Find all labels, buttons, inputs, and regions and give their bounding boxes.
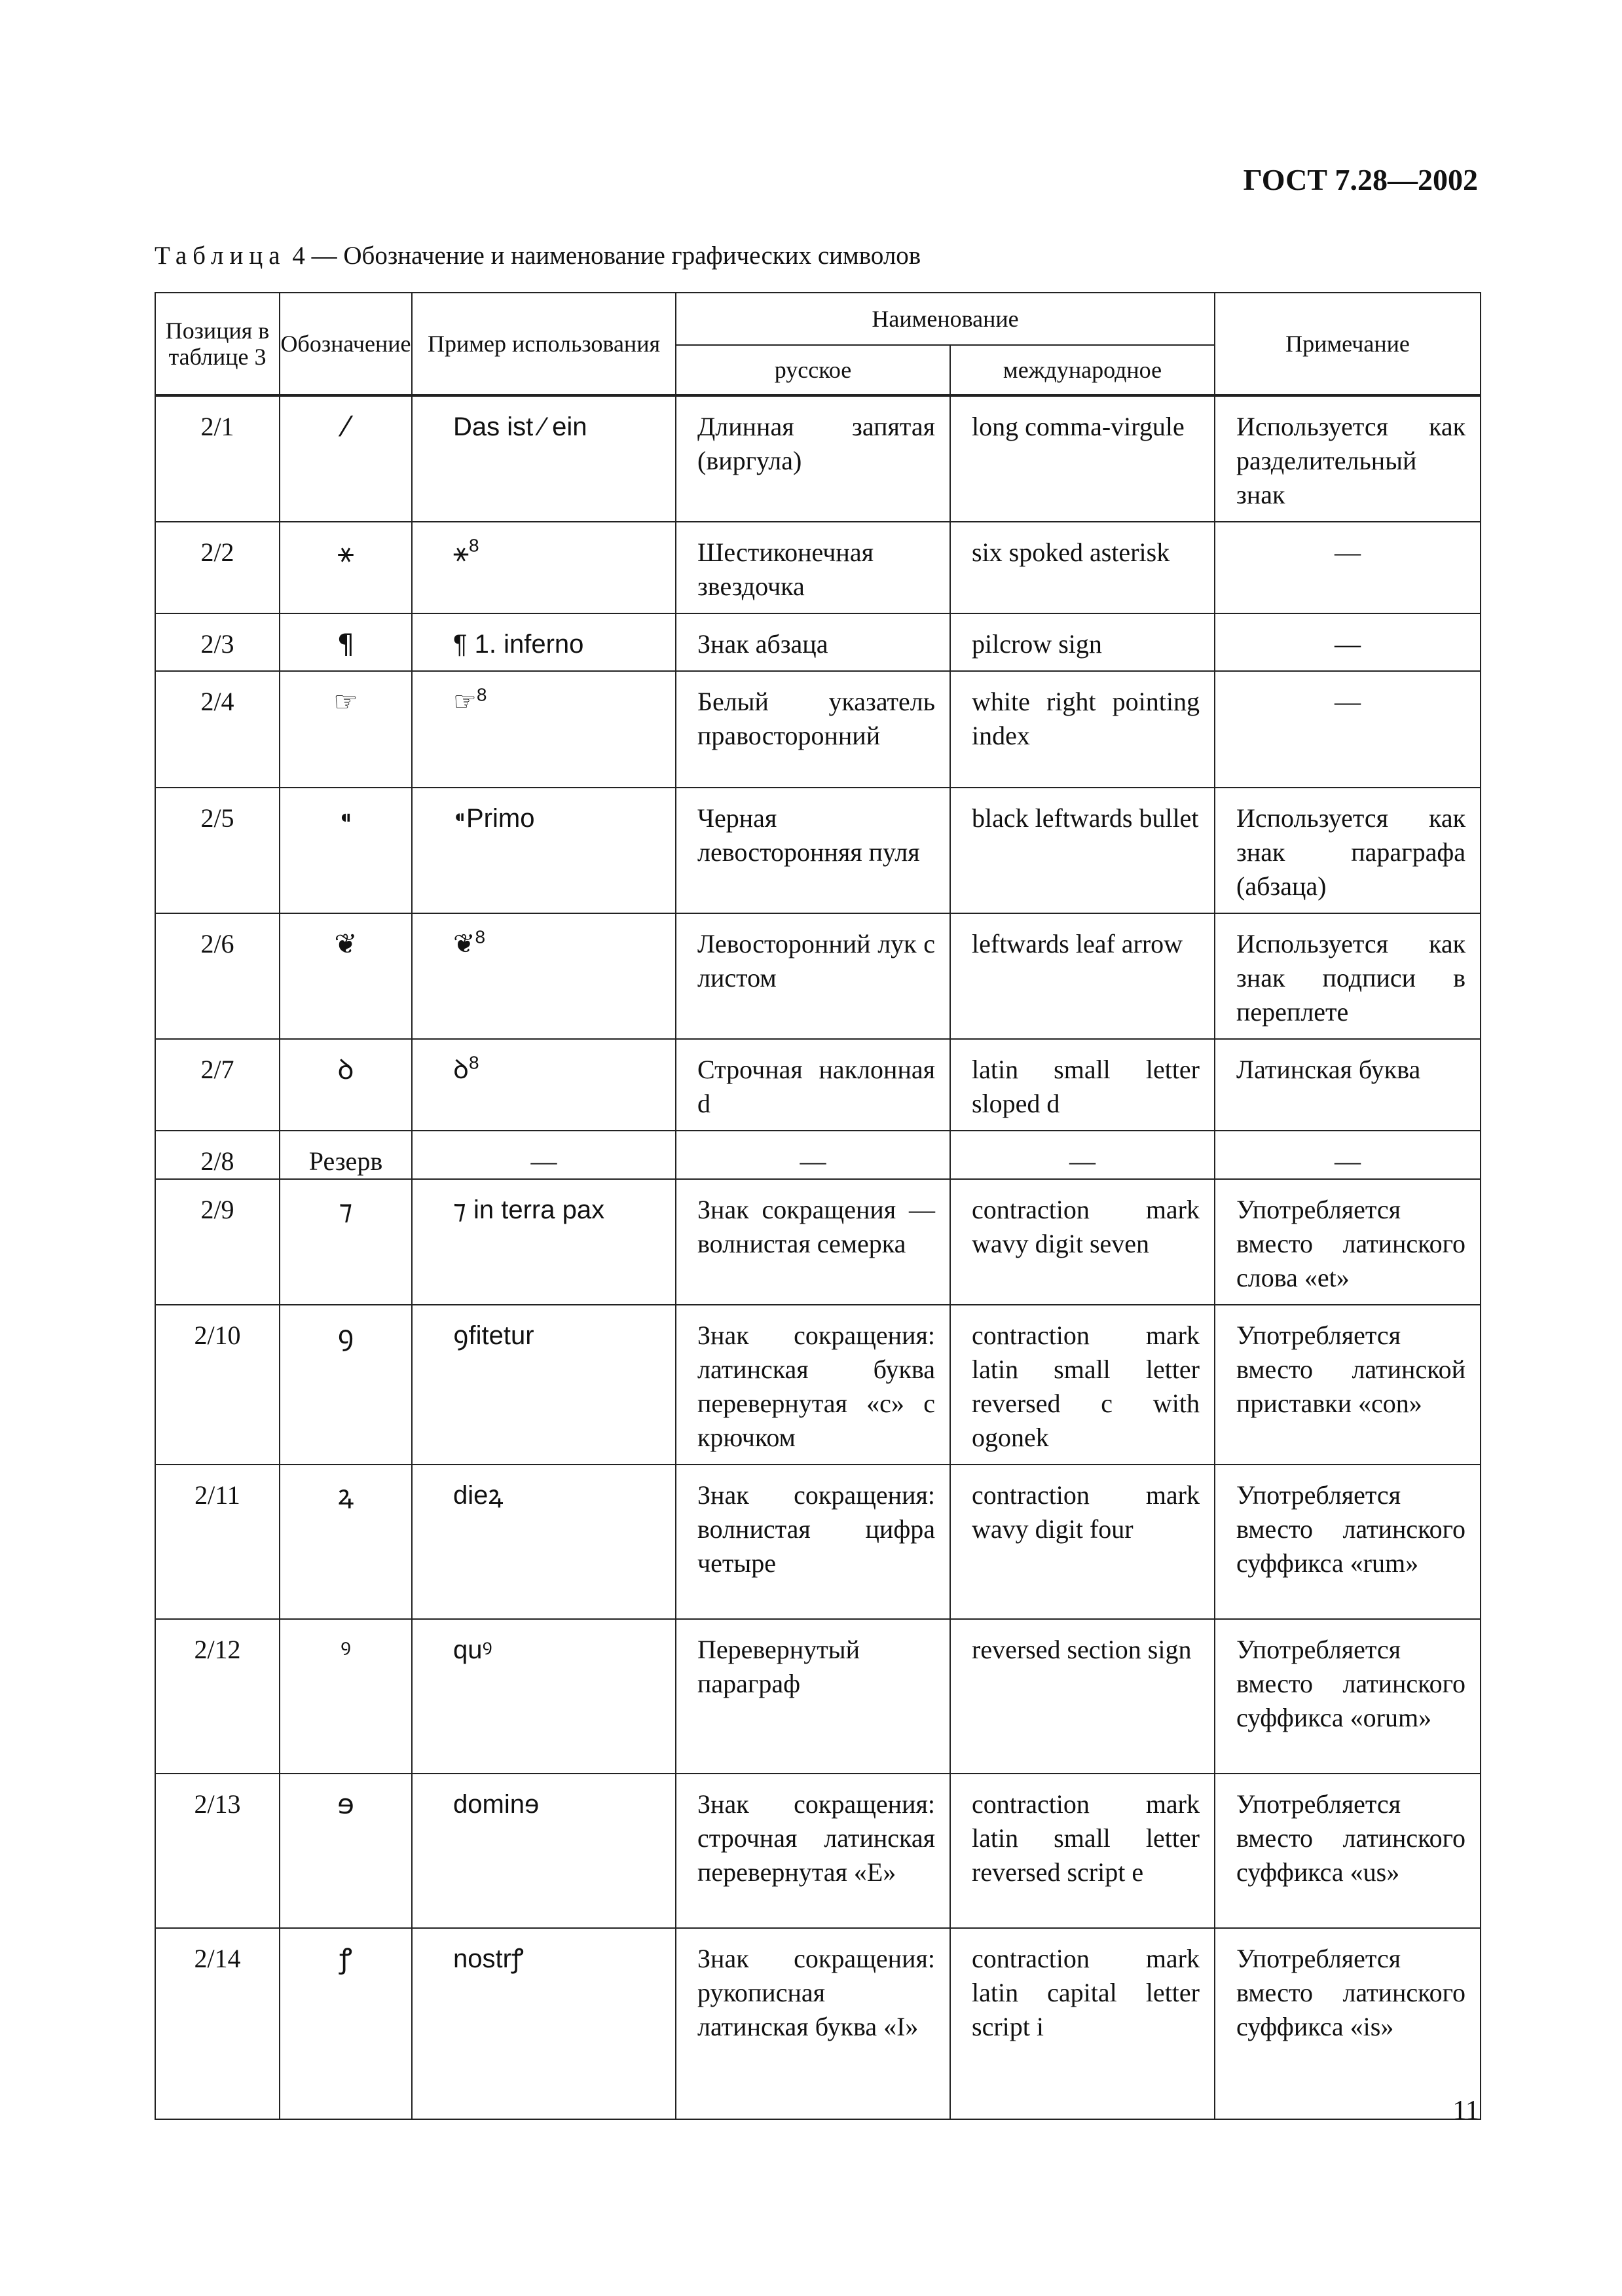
- table-row: [155, 788, 1481, 913]
- cell-name-ru: Длинная запятая (виргула): [676, 396, 950, 522]
- cell-name-ru: Левосторонний лук с листом: [676, 913, 950, 1039]
- col-header-example: Пример использования: [412, 293, 676, 395]
- cell-example: [412, 788, 676, 913]
- example-text: ⁊ in terra pax: [453, 1195, 605, 1224]
- cell-note: Используется как знак подписи в переплете: [1215, 913, 1481, 1039]
- cell-position: 2/9: [155, 1179, 280, 1305]
- table-row: [155, 1039, 1481, 1131]
- cell-position: 2/8: [155, 1131, 280, 1179]
- cell-symbol: ꝰ: [280, 1619, 412, 1774]
- cell-name-int: six spoked asterisk: [950, 522, 1215, 613]
- example-text: ❦: [453, 930, 475, 958]
- cell-example: [412, 396, 676, 522]
- cell-symbol: ꝝ: [280, 1465, 412, 1619]
- cell-position: 2/7: [155, 1039, 280, 1131]
- cell-note: Употребляется вместо латинского суффикса «rum»: [1215, 1465, 1481, 1619]
- cell-example: [412, 613, 676, 671]
- cell-note: —: [1215, 671, 1481, 788]
- cell-symbol: ꝯ: [280, 1305, 412, 1465]
- cell-symbol: ❦: [280, 913, 412, 1039]
- table-caption: [155, 241, 921, 270]
- example-text: nostrꝭ: [453, 1944, 524, 1973]
- cell-name-int: white right pointing index: [950, 671, 1215, 788]
- cell-position: 2/13: [155, 1774, 280, 1928]
- cell-name-ru: Знак абзаца: [676, 613, 950, 671]
- cell-example: [412, 913, 676, 1039]
- document-id: ГОСТ 7.28—2002: [1243, 163, 1478, 196]
- cell-name-int: latin small letter sloped d: [950, 1039, 1215, 1131]
- example-text: ⚹: [453, 538, 469, 567]
- cell-name-ru: Шестиконечная звездочка: [676, 522, 950, 613]
- table-row: [155, 671, 1481, 788]
- cell-position: 2/5: [155, 788, 280, 913]
- cell-note: —: [1215, 1131, 1481, 1179]
- cell-position: 2/6: [155, 913, 280, 1039]
- cell-example: [412, 1774, 676, 1928]
- table-row: [155, 1465, 1481, 1619]
- cell-example: [412, 522, 676, 613]
- table-row: [155, 522, 1481, 613]
- cell-example: [412, 1131, 676, 1179]
- footnote-ref: 8: [469, 535, 479, 556]
- cell-example: [412, 1465, 676, 1619]
- example-text: dieꝝ: [453, 1481, 504, 1510]
- cell-name-ru: Знак сокращения: волнистая цифра четыре: [676, 1465, 950, 1619]
- cell-name-int: reversed section sign: [950, 1619, 1215, 1774]
- cell-name-ru: Белый указатель правосторонний: [676, 671, 950, 788]
- table-row: [155, 1179, 1481, 1305]
- symbols-table: [155, 292, 1481, 2120]
- cell-note: Употребляется вместо латинского суффикса «us»: [1215, 1774, 1481, 1928]
- table-row: [155, 613, 1481, 671]
- table-row: [155, 1774, 1481, 1928]
- cell-example: [412, 1305, 676, 1465]
- cell-position: 2/3: [155, 613, 280, 671]
- cell-name-ru: —: [676, 1131, 950, 1179]
- cell-note: Употребляется вместо латинского слова «et»: [1215, 1179, 1481, 1305]
- cell-note: Употребляется вместо латинского суффикса «is»: [1215, 1928, 1481, 2119]
- cell-symbol: ⁊: [280, 1179, 412, 1305]
- col-header-name-int: международное: [950, 345, 1215, 395]
- cell-symbol: ꝺ: [280, 1039, 412, 1131]
- cell-position: 2/2: [155, 522, 280, 613]
- col-header-name-ru: русское: [676, 345, 950, 395]
- table-row: [155, 1619, 1481, 1774]
- cell-position: 2/14: [155, 1928, 280, 2119]
- col-header-symbol: Обозначение: [280, 293, 412, 395]
- table-header: [155, 293, 1481, 396]
- cell-name-int: long comma-virgule: [950, 396, 1215, 522]
- table-row: [155, 396, 1481, 522]
- col-header-name: Наименование: [676, 293, 1215, 345]
- cell-position: 2/4: [155, 671, 280, 788]
- cell-name-ru: Знак сокращения — волнистая семерка: [676, 1179, 950, 1305]
- footnote-ref: 8: [476, 684, 487, 705]
- cell-symbol: ꝭ: [280, 1928, 412, 2119]
- cell-name-int: leftwards leaf arrow: [950, 913, 1215, 1039]
- cell-name-ru: Знак сокращения: строчная латинская перевернутая «Е»: [676, 1774, 950, 1928]
- cell-example: [412, 671, 676, 788]
- col-header-note: Примечание: [1215, 293, 1481, 395]
- cell-symbol: ☞: [280, 671, 412, 788]
- table-row: [155, 1305, 1481, 1465]
- cell-name-int: contraction mark latin small letter reversed c with ogonek: [950, 1305, 1215, 1465]
- cell-symbol: Резерв: [280, 1131, 412, 1179]
- cell-name-int: contraction mark wavy digit four: [950, 1465, 1215, 1619]
- caption-title: — Обозначение и наименование графических символов: [311, 242, 921, 270]
- cell-example: [412, 1179, 676, 1305]
- page-number: 11: [1452, 2096, 1479, 2126]
- cell-name-ru: Перевернутый параграф: [676, 1619, 950, 1774]
- example-text: ꝺ: [453, 1055, 469, 1084]
- cell-name-int: —: [950, 1131, 1215, 1179]
- cell-note: —: [1215, 522, 1481, 613]
- cell-name-ru: Знак сокращения: латинская буква перевернутая «с» с крючком: [676, 1305, 950, 1465]
- cell-name-int: contraction mark wavy digit seven: [950, 1179, 1215, 1305]
- cell-name-ru: Строчная наклонная d: [676, 1039, 950, 1131]
- table-row: [155, 913, 1481, 1039]
- cell-symbol: ɘ: [280, 1774, 412, 1928]
- cell-name-ru: Черная левосторонняя пуля: [676, 788, 950, 913]
- cell-symbol: ⁄: [280, 396, 412, 522]
- cell-position: 2/12: [155, 1619, 280, 1774]
- caption-label: Таблица: [155, 242, 286, 270]
- cell-example: [412, 1619, 676, 1774]
- cell-note: Используется как знак параграфа (абзаца): [1215, 788, 1481, 913]
- cell-note: Употребляется вместо латинского суффикса «orum»: [1215, 1619, 1481, 1774]
- cell-name-int: contraction mark latin capital letter script i: [950, 1928, 1215, 2119]
- cell-note: Употребляется вместо латинской приставки «con»: [1215, 1305, 1481, 1465]
- table-row: [155, 1928, 1481, 2119]
- cell-position: 2/1: [155, 396, 280, 522]
- cell-name-int: black leftwards bullet: [950, 788, 1215, 913]
- caption-number: 4: [292, 242, 305, 270]
- cell-symbol: ⚹: [280, 522, 412, 613]
- example-text: ☞: [453, 687, 477, 716]
- cell-note: —: [1215, 613, 1481, 671]
- cell-position: 2/11: [155, 1465, 280, 1619]
- cell-note: Латинская буква: [1215, 1039, 1481, 1131]
- cell-name-ru: Знак сокращения: рукописная латинская буква «I»: [676, 1928, 950, 2119]
- cell-example: [412, 1928, 676, 2119]
- cell-note: Используется как разделительный знак: [1215, 396, 1481, 522]
- example-text: ꝯfitetur: [453, 1321, 534, 1350]
- example-text: ¶ 1. inferno: [453, 630, 584, 659]
- table-body: [155, 396, 1481, 2119]
- cell-position: 2/10: [155, 1305, 280, 1465]
- cell-symbol: ¶: [280, 613, 412, 671]
- cell-example: [412, 1039, 676, 1131]
- cell-name-int: pilcrow sign: [950, 613, 1215, 671]
- col-header-position: Позиция в таблице 3: [155, 293, 280, 395]
- table-row: [155, 1131, 1481, 1179]
- footnote-ref: 8: [475, 926, 486, 947]
- example-text: dominɘ: [453, 1790, 540, 1819]
- example-text: quꝰ: [453, 1635, 492, 1664]
- footnote-ref: 8: [468, 1052, 479, 1073]
- cell-name-int: contraction mark latin small letter reversed script e: [950, 1774, 1215, 1928]
- example-text: ⁌Primo: [453, 804, 535, 833]
- example-text: —: [530, 1146, 557, 1176]
- example-text: Das ist ⁄ ein: [453, 412, 587, 441]
- cell-symbol: ⁌: [280, 788, 412, 913]
